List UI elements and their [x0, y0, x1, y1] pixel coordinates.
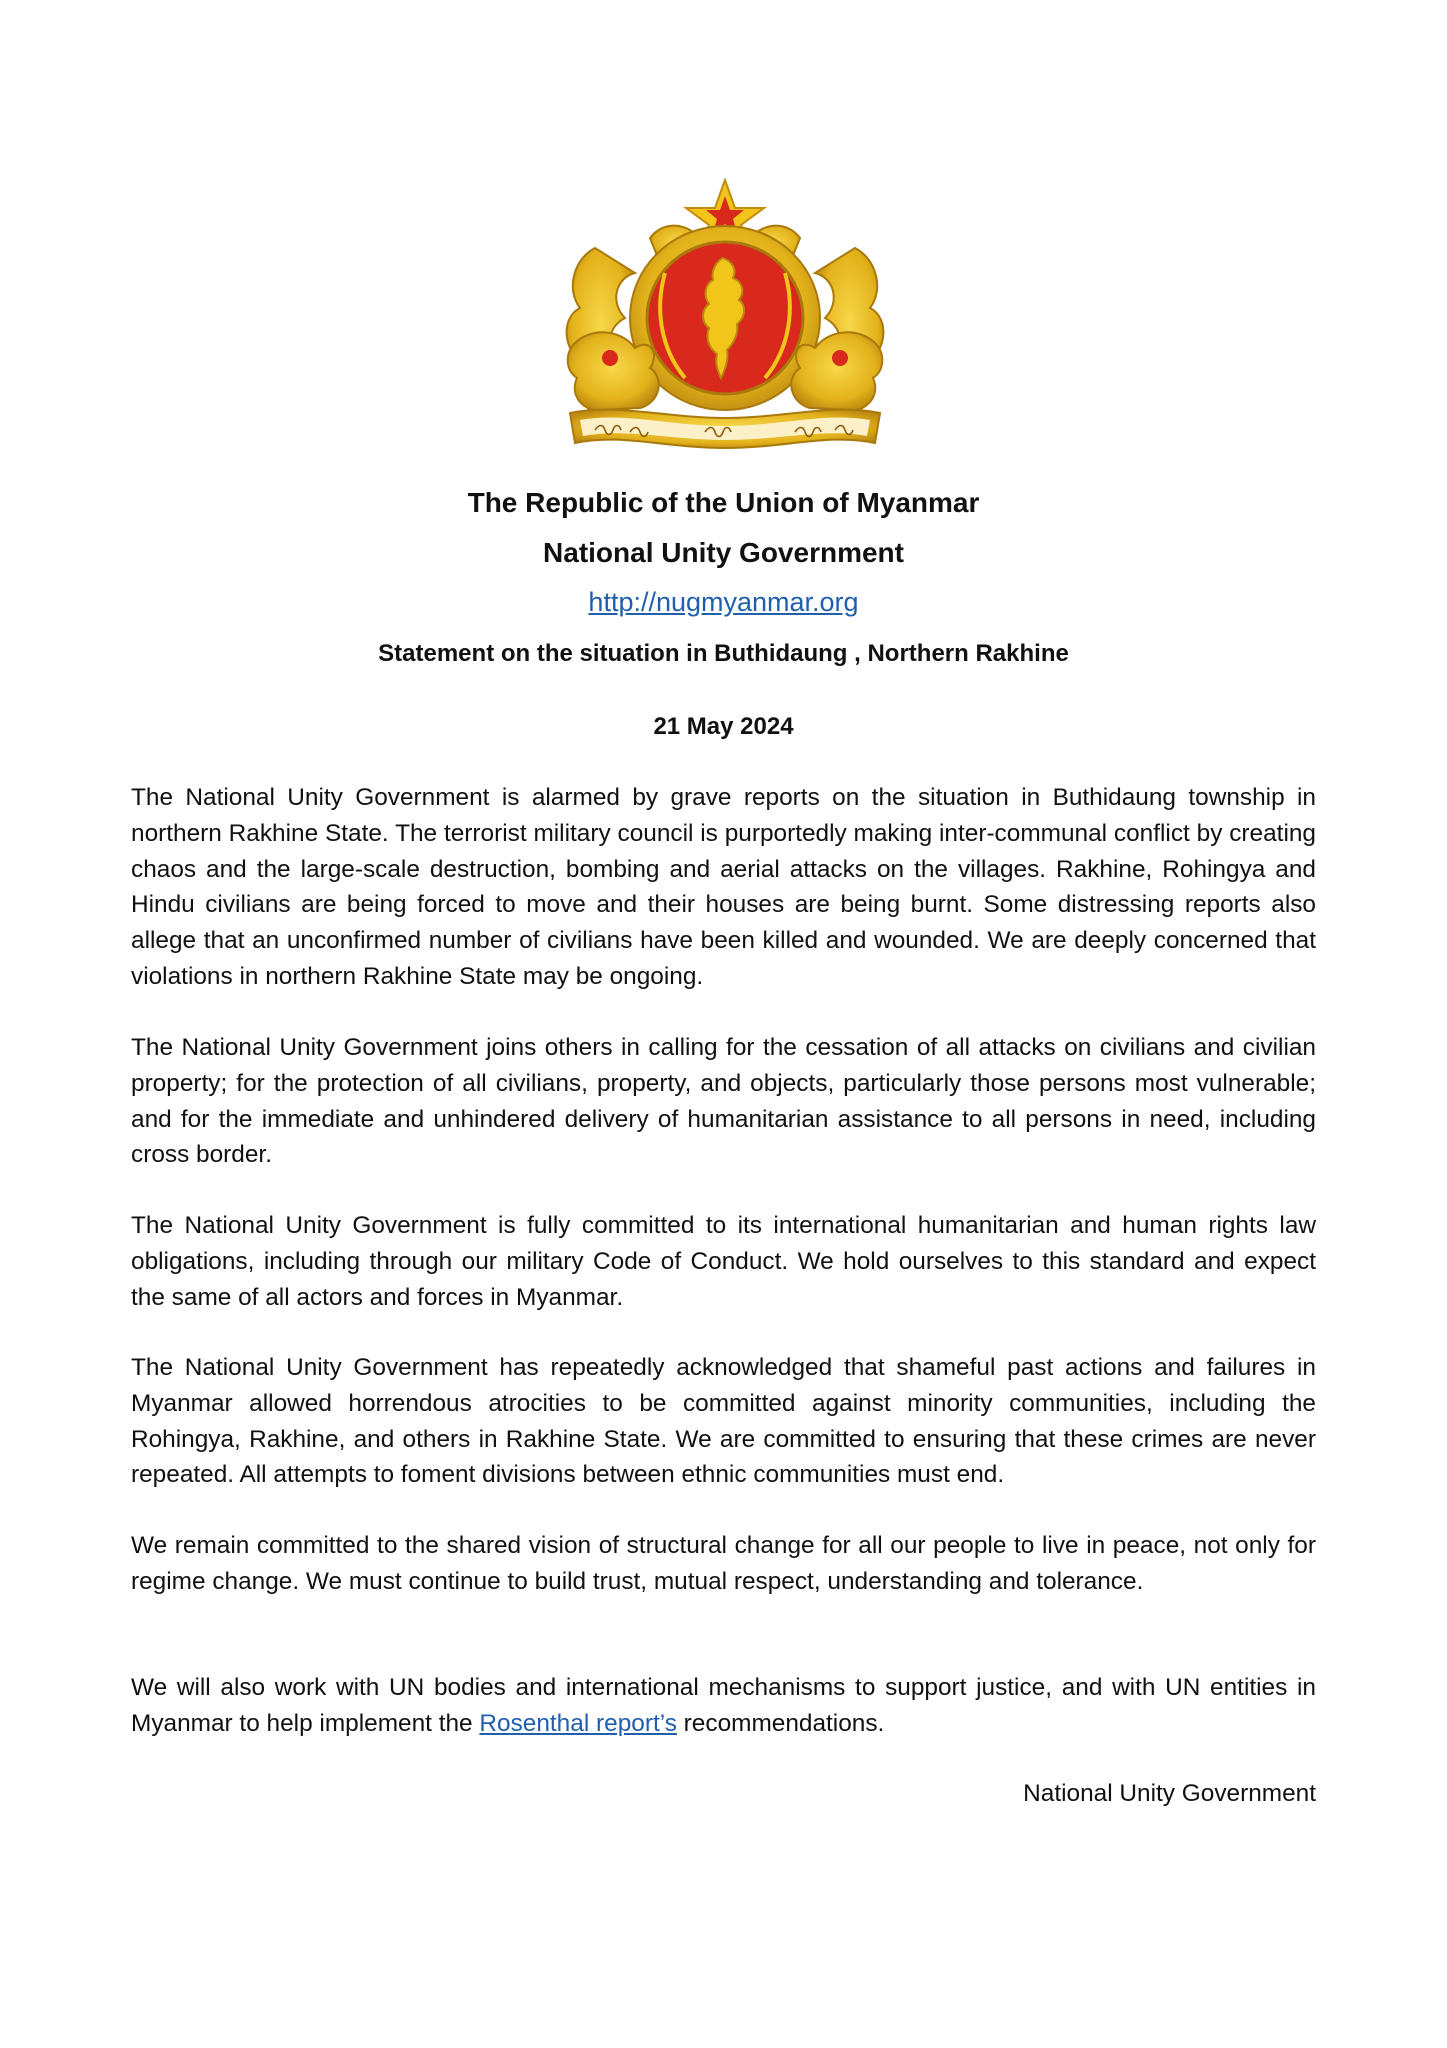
- paragraph-4: The National Unity Government has repeatedly acknowledged that shameful past actions and failures in Myanmar allowed horrendous atrocities to be committed against minority communities, including the Rohingya, Rakhine, and others in Rakhine State. We are committed to ensuring that these crimes are never repeated. All attempts to foment divisions between ethnic communities must end.: [131, 1354, 1316, 1489]
- republic-title: The Republic of the Union of Myanmar: [467, 487, 980, 518]
- website-link[interactable]: http://nugmyanmar.org: [588, 587, 859, 617]
- paragraph-6-text-before: We will also work with UN bodies and international mechanisms to support justice, and with UN entities in Myanmar to help implement the: [131, 1674, 1316, 1737]
- state-seal-icon: [555, 178, 895, 455]
- paragraph-1: The National Unity Government is alarmed by grave reports on the situation in Buthidaung township in northern Rakhine State. The terrorist military council is purportedly making inter-communal conflict by creating chaos and the large-scale destruction, bombing and aerial attacks on the villages. Rakhine, Rohingya and Hindu civilians are being forced to move and their houses are being burnt. Some distressing reports also allege that an unconfirmed number of civilians have been killed and wounded. We are deeply concerned that violations in northern Rakhine State may be ongoing.: [131, 784, 1316, 990]
- statement-date: 21 May 2024: [653, 713, 794, 740]
- paragraph-6: [131, 1670, 1316, 1742]
- statement-title: Statement on the situation in Buthidaung , Northern Rakhine: [378, 640, 1069, 667]
- paragraph-2: The National Unity Government joins others in calling for the cessation of all attacks on civilians and civilian property; for the protection of all civilians, property, and objects, particularly those persons most vulnerable; and for the immediate and unhindered delivery of humanitarian assistance to all persons in need, including cross border.: [131, 1034, 1316, 1169]
- signature: National Unity Government: [1023, 1780, 1316, 1807]
- government-title: National Unity Government: [543, 537, 904, 568]
- paragraph-6-text-after: recommendations.: [676, 1709, 885, 1737]
- paragraph-5: We remain committed to the shared vision of structural change for all our people to live in peace, not only for regime change. We must continue to build trust, mutual respect, understanding and tolerance.: [131, 1532, 1316, 1595]
- rosenthal-report-link[interactable]: Rosenthal report’s: [479, 1709, 677, 1737]
- paragraph-3: The National Unity Government is fully committed to its international humanitarian and human rights law obligations, including through our military Code of Conduct. We hold ourselves to this standard and expect the same of all actors and forces in Myanmar.: [131, 1212, 1316, 1311]
- website-line: [0, 587, 1447, 618]
